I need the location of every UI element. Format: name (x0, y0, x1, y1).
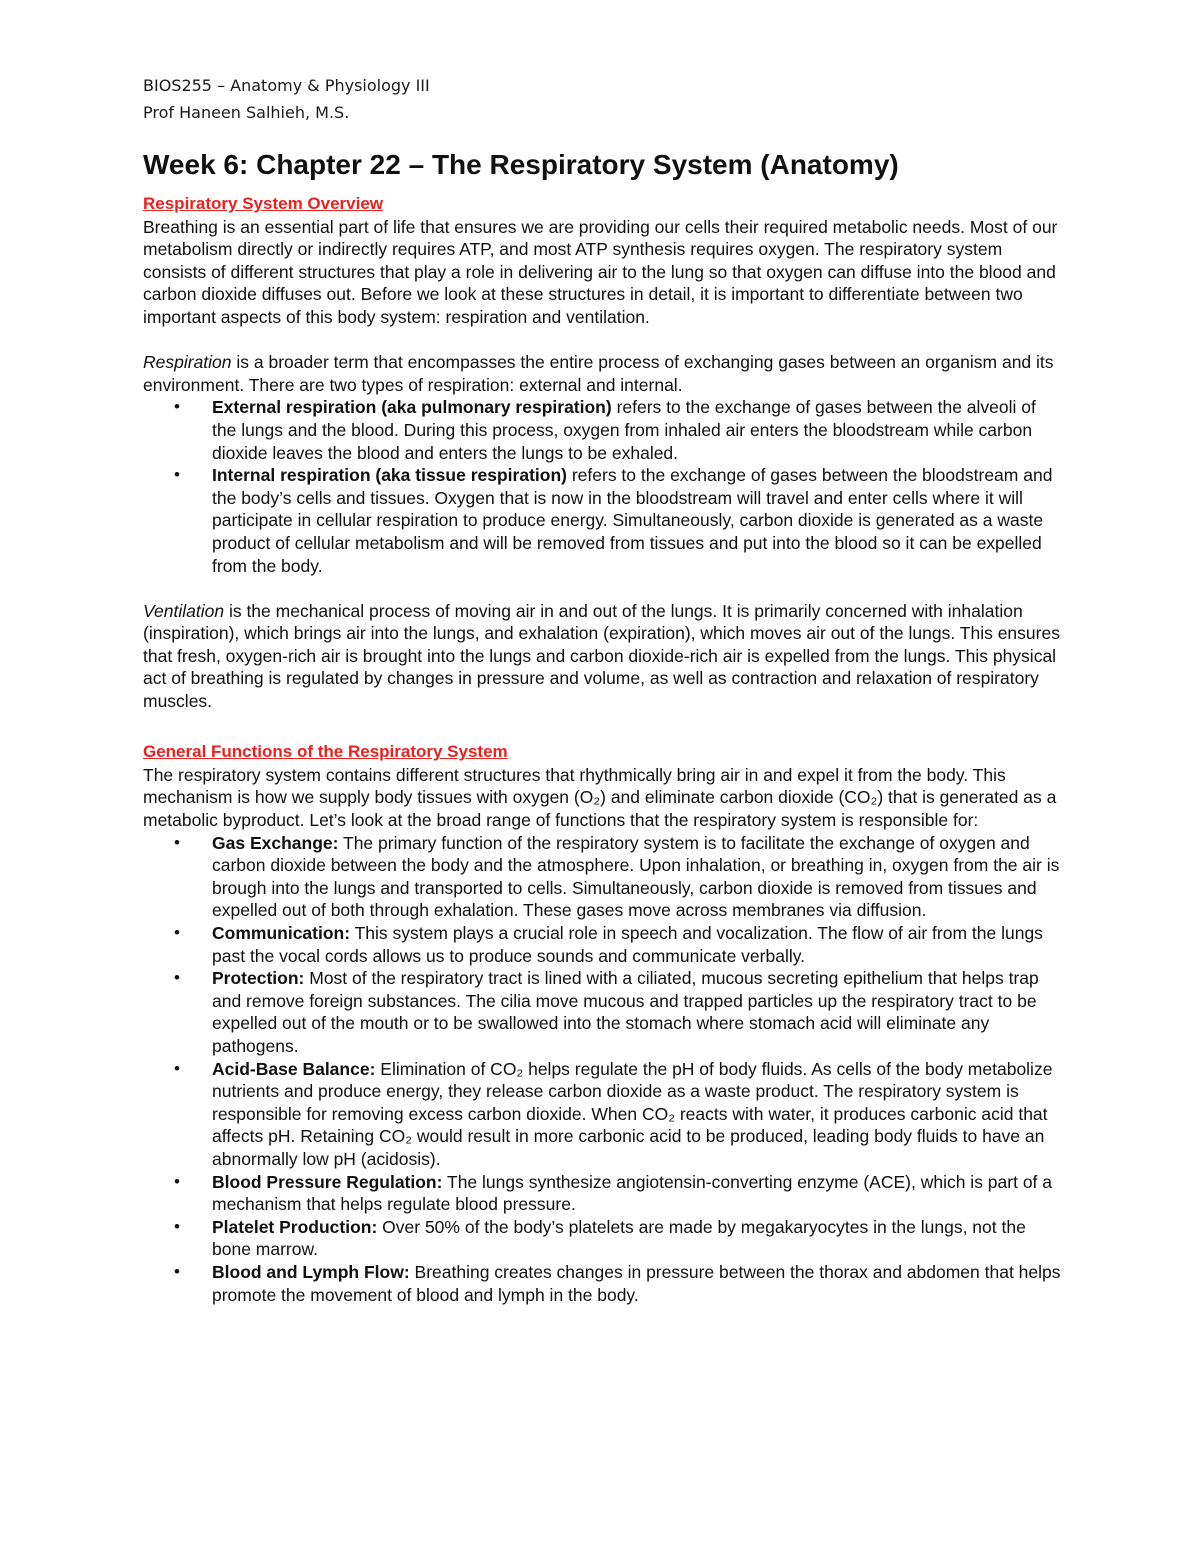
bullet-icon: • (174, 1216, 180, 1236)
list-item-term: Blood and Lymph Flow: (212, 1261, 410, 1282)
professor-name: Prof Haneen Salhieh, M.S. (143, 103, 350, 122)
list-item-term: Protection: (212, 968, 305, 989)
respiration-text: is a broader term that encompasses the entire process of exchanging gases between an organism and its environment. There are two types of respiration: external and internal. (143, 352, 1054, 395)
list-item (174, 1058, 1063, 1171)
paragraph-spacer (143, 577, 1063, 600)
list-item (174, 1171, 1063, 1216)
list-item (174, 832, 1063, 922)
paragraph-spacer (143, 713, 1063, 736)
bullet-icon: • (174, 832, 180, 852)
list-item-term: Internal respiration (aka tissue respiration) (212, 465, 567, 486)
list-item-term: Gas Exchange: (212, 832, 339, 853)
list-item-text: refers to the exchange of gases between the alveoli of the lungs and the blood. During this process, oxygen from inhaled air enters the bloodstream while carbon dioxide leaves the blood and enters the lungs to be exhaled. (212, 397, 1036, 463)
respiration-types-list (143, 396, 1063, 577)
respiration-term: Respiration (143, 352, 232, 373)
list-item (174, 1261, 1063, 1306)
section-heading-overview: Respiratory System Overview (143, 194, 384, 213)
list-item (174, 1216, 1063, 1261)
bullet-icon: • (174, 968, 180, 988)
overview-intro-paragraph: Breathing is an essential part of life that ensures we are providing our cells their required metabolic needs. Most of our metabolism directly or indirectly requires ATP, and most ATP synthesis requires oxygen. The respiratory system consists of different structures that play a role in delivering air to the lung so that oxygen can diffuse into the blood and carbon dioxide diffuses out. Before we look at these structures in detail, it is important to differentiate between two important aspects of this body system: respiration and ventilation. (143, 216, 1058, 327)
list-item-term: Platelet Production: (212, 1216, 378, 1237)
ventilation-text: is the mechanical process of moving air in and out of the lungs. It is primarily concerned with inhalation (inspiration), which brings air into the lungs, and exhalation (expiration), which moves air out of the lungs. This ensures that fresh, oxygen-rich air is brought into the lungs and carbon dioxide-rich air is expelled from the lungs. This physical act of breathing is regulated by changes in pressure and volume, as well as contraction and relaxation of respiratory muscles. (143, 600, 1060, 712)
document-page (143, 72, 1063, 1306)
section-heading-functions: General Functions of the Respiratory System (143, 742, 508, 762)
paragraph-spacer (143, 329, 1063, 352)
list-item-term: Communication: (212, 923, 351, 943)
page-title: Week 6: Chapter 22 – The Respiratory System (Anatomy) (143, 149, 899, 180)
course-name: BIOS255 – Anatomy & Physiology III (143, 76, 430, 95)
list-item (174, 464, 1063, 577)
ventilation-paragraph (143, 600, 1063, 713)
bullet-icon: • (174, 465, 180, 485)
list-item-term: Acid-Base Balance: (212, 1058, 376, 1079)
ventilation-term: Ventilation (143, 600, 225, 621)
list-item-text: refers to the exchange of gases between the bloodstream and the body’s cells and tissues. Oxygen that is now in the bloodstream will travel and enter cells where it will participate in cellular respiration to produce energy. Simultaneously, carbon dioxide is generated as a waste product of cellular metabolism and will be removed from tissues and put into the blood so it can be expelled from the body. (212, 465, 1053, 576)
bullet-icon: • (174, 923, 180, 942)
list-item-term: External respiration (aka pulmonary respiration) (212, 397, 612, 418)
list-item-text: Elimination of CO₂ helps regulate the pH of body fluids. As cells of the body metabolize nutrients and produce energy, they release carbon dioxide as a waste product. The respiratory system is responsible for removing excess carbon dioxide. When CO₂ reacts with water, it produces carbonic acid that affects pH. Retaining CO₂ would result in more carbonic acid to be produced, leading body fluids to have an abnormally low pH (acidosis). (212, 1058, 1053, 1169)
list-item-text: Breathing creates changes in pressure between the thorax and abdomen that helps promote the movement of blood and lymph in the body. (212, 1261, 1061, 1305)
list-item (174, 967, 1063, 1057)
list-item-text: Most of the respiratory tract is lined with a ciliated, mucous secreting epithelium that helps trap and remove foreign substances. The cilia move mucous and trapped particles up the respiratory tract to be expelled out of the mouth or to be swallowed into the stomach where stomach acid will eliminate any pathogens. (212, 968, 1039, 1056)
functions-list (143, 832, 1063, 1306)
list-item-text: The primary function of the respiratory system is to facilitate the exchange of oxygen and carbon dioxide between the body and the atmosphere. Upon inhalation, or breathing in, oxygen from the air is brough into the lungs and transported to cells. Simultaneously, carbon dioxide is removed from tissues and expelled out of both through exhalation. These gases move across membranes via diffusion. (212, 832, 1060, 921)
list-item (174, 922, 1063, 967)
list-item (174, 396, 1063, 464)
respiration-paragraph (143, 351, 1063, 396)
functions-intro-paragraph: The respiratory system contains different structures that rhythmically bring air in and expel it from the body. This mechanism is how we supply body tissues with oxygen (O₂) and eliminate carbon dioxide (CO₂) that is generated as a metabolic byproduct. Let’s look at the broad range of functions that the respiratory system is responsible for: (143, 764, 1057, 831)
bullet-icon: • (174, 397, 180, 417)
list-item-text: This system plays a crucial role in speech and vocalization. The flow of air from the lungs past the vocal cords allows us to produce sounds and communicate verbally. (212, 923, 1043, 966)
list-item-text: Over 50% of the body’s platelets are made by megakaryocytes in the lungs, not the bone marrow. (212, 1216, 1026, 1260)
bullet-icon: • (174, 1171, 180, 1191)
list-item-text: The lungs synthesize angiotensin-converting enzyme (ACE), which is part of a mechanism that helps regulate blood pressure. (212, 1171, 1053, 1215)
bullet-icon: • (174, 1261, 180, 1281)
list-item-term: Blood Pressure Regulation: (212, 1171, 443, 1192)
bullet-icon: • (174, 1058, 180, 1078)
